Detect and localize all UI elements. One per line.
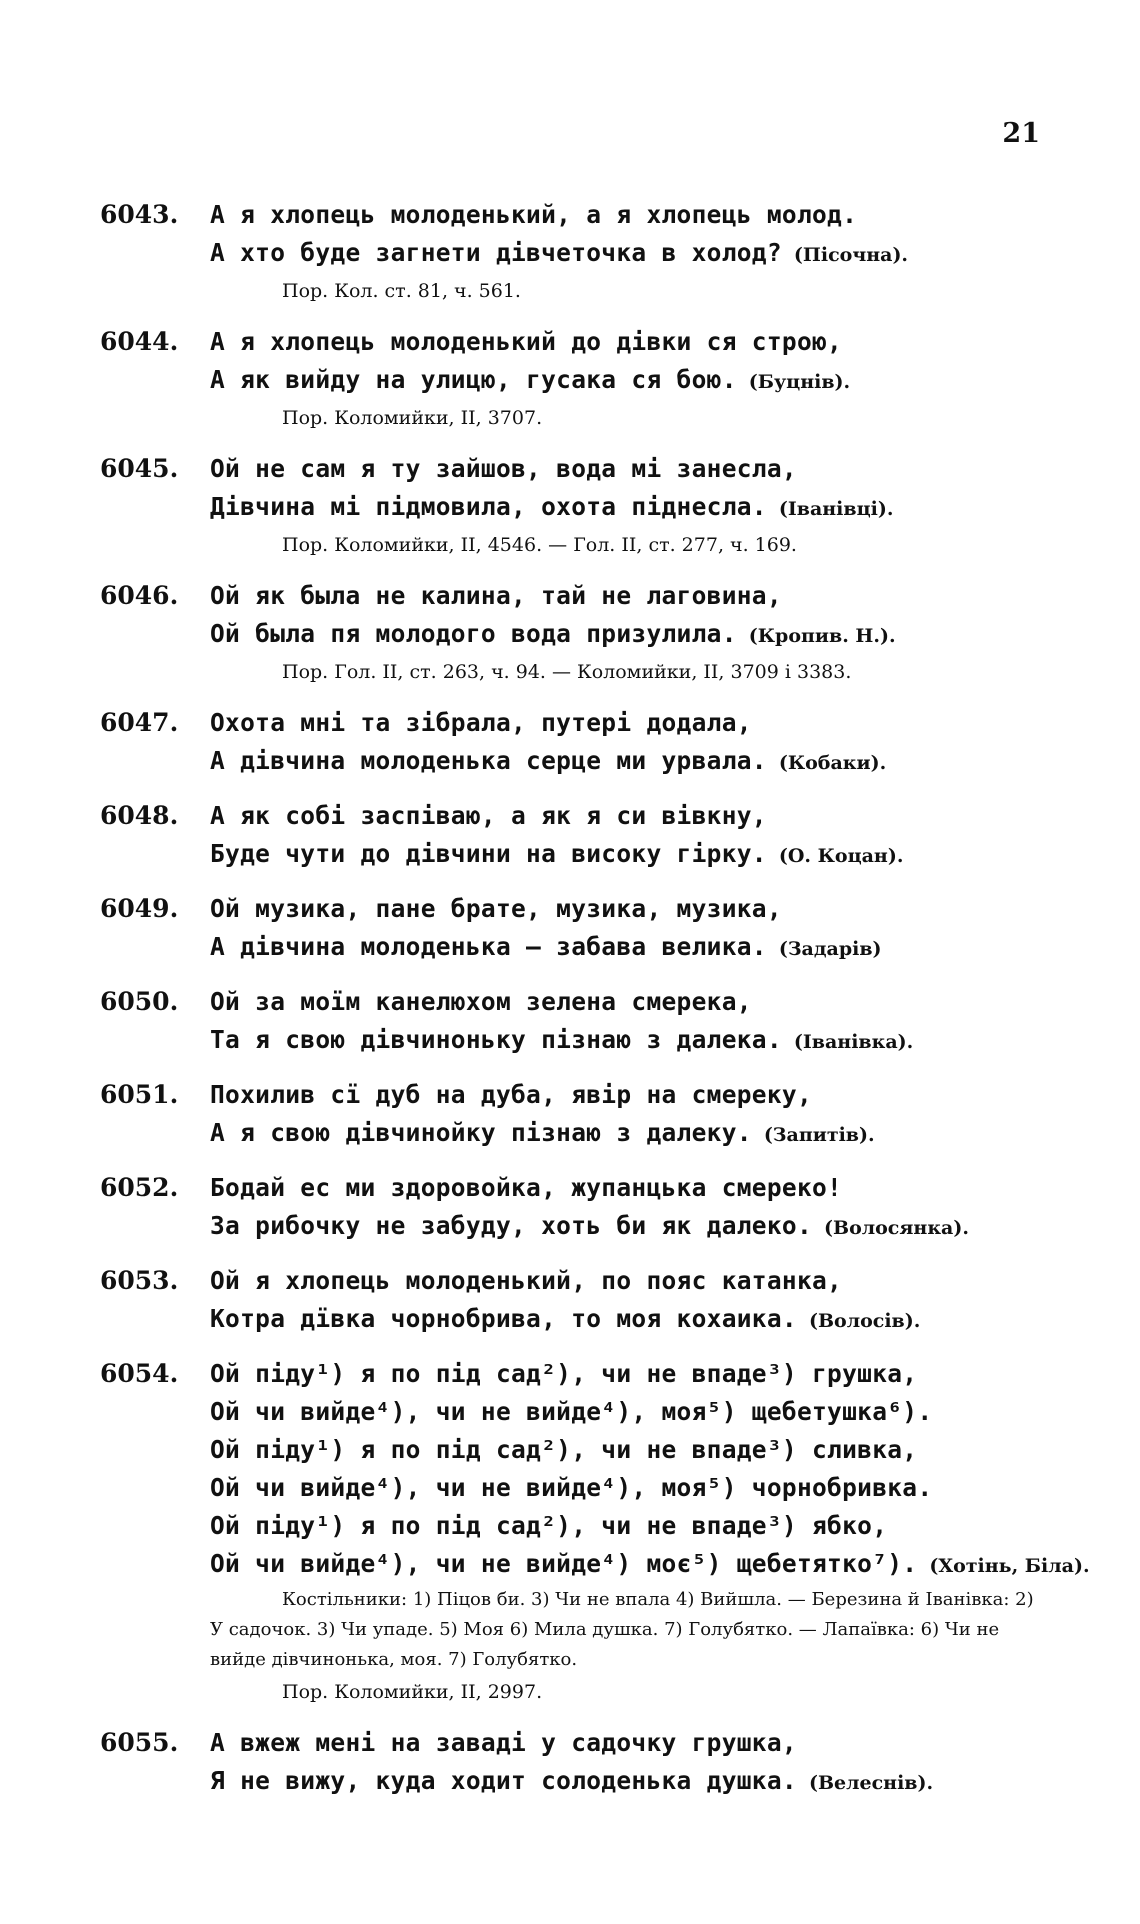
entry-6050 bbox=[100, 983, 1060, 1061]
location: (О. Коцан). bbox=[778, 845, 904, 867]
verse-line: Ой чи вийде⁴), чи не вийде⁴), моя⁵) чорнобривка. bbox=[210, 1473, 933, 1502]
reference: Пор. Коломийки, II, 4546. — Гол. II, ст. 277, ч. 169. bbox=[282, 534, 797, 556]
verse-line-last: А дівчина молоденька серце ми урвала. (Кобаки). bbox=[210, 746, 887, 775]
entry-6044 bbox=[100, 323, 1060, 435]
verse-line-last: Ой чи вийде⁴), чи не вийде⁴) моє⁵) щебетятко⁷). (Хотінь, Біла). bbox=[210, 1549, 1090, 1578]
entry-6043 bbox=[100, 196, 1060, 308]
location: (Волосянка). bbox=[824, 1217, 969, 1239]
verse-line: Ой не сам я ту зайшов, вода мі занесла, bbox=[210, 454, 797, 483]
location: (Запитів). bbox=[763, 1124, 875, 1146]
verse-line: Ой піду¹) я по під сад²), чи не впаде³) грушка, bbox=[210, 1359, 918, 1388]
entry-6049 bbox=[100, 890, 1060, 968]
entry-6053 bbox=[100, 1262, 1060, 1340]
verse-lines bbox=[210, 983, 1060, 1061]
entry-6046 bbox=[100, 577, 1060, 689]
verse-line: Ой чи вийде⁴), чи не вийде⁴), моя⁵) щебетушка⁶). bbox=[210, 1397, 933, 1426]
location: (Кропив. Н.). bbox=[748, 625, 896, 647]
verse-lines bbox=[210, 323, 1060, 435]
verse-line: А я хлопець молоденький, а я хлопець молод. bbox=[210, 200, 858, 229]
variants-note: Костільники: 1) Піцов би. 3) Чи не впала 4) Вийшла. — Березина й Іванівка: 2) У садочок. 3) Чи упаде. 5) Моя 6) Мила душка. 7) Голубятко. — Лапаївка: 6) Чи не вийде дівчинонька, моя. 7) Голубятко. bbox=[210, 1589, 1034, 1670]
entry-number: 6047. bbox=[100, 708, 179, 737]
verse-line-last: А як вийду на улицю, гусака ся бою. (Буцнів). bbox=[210, 365, 851, 394]
reference: Пор. Гол. II, ст. 263, ч. 94. — Коломийки, II, 3709 і 3383. bbox=[282, 661, 852, 683]
page-number: 21 bbox=[1002, 118, 1040, 149]
location: (Іванівці). bbox=[778, 498, 894, 520]
entry-number: 6048. bbox=[100, 801, 179, 830]
verse-line-last: Дівчина мі підмовила, охота піднесла. (Іванівці). bbox=[210, 492, 894, 521]
verse-line-last: Та я свою дівчиноньку пізнаю з далека. (Іванівка). bbox=[210, 1025, 914, 1054]
verse-lines bbox=[210, 1169, 1060, 1247]
verse-line: Бодай ес ми здоровойка, жупанцька смереко! bbox=[210, 1173, 843, 1202]
entry-6047 bbox=[100, 704, 1060, 782]
location: (Задарів) bbox=[778, 938, 882, 960]
verse-lines bbox=[210, 890, 1060, 968]
verse-line-last: Котра дївка чорнобрива, то моя кохаика. (Волосів). bbox=[210, 1304, 921, 1333]
verse-line-last: За рибочку не забуду, хоть би як далеко. (Волосянка). bbox=[210, 1211, 969, 1240]
verse-line-last: А хто буде загнети дівчеточка в холод? (Пісочна). bbox=[210, 238, 909, 267]
entry-6048 bbox=[100, 797, 1060, 875]
verse-lines bbox=[210, 704, 1060, 782]
verse-line: Ой як была не калина, тай не лаговина, bbox=[210, 581, 782, 610]
verse-line: А вжеж мені на заваді у садочку грушка, bbox=[210, 1728, 797, 1757]
entry-6045 bbox=[100, 450, 1060, 562]
entry-6051 bbox=[100, 1076, 1060, 1154]
verse-line-last: А дівчина молоденька — забава велика. (Задарів) bbox=[210, 932, 882, 961]
entry-number: 6053. bbox=[100, 1266, 179, 1295]
entry-6055 bbox=[100, 1724, 1060, 1802]
reference: Пор. Кол. ст. 81, ч. 561. bbox=[282, 280, 521, 302]
verse-lines bbox=[210, 1262, 1060, 1340]
verse-line: Ой за моїм канелюхом зелена смерека, bbox=[210, 987, 752, 1016]
location: (Кобаки). bbox=[778, 752, 887, 774]
verse-lines bbox=[210, 450, 1060, 562]
entry-number: 6049. bbox=[100, 894, 179, 923]
entry-number: 6051. bbox=[100, 1080, 179, 1109]
entry-6052 bbox=[100, 1169, 1060, 1247]
entry-number: 6046. bbox=[100, 581, 179, 610]
location: (Іванівка). bbox=[793, 1031, 914, 1053]
verse-line: Ой піду¹) я по під сад²), чи не впаде³) сливка, bbox=[210, 1435, 918, 1464]
reference: Пор. Коломийки, II, 3707. bbox=[282, 407, 543, 429]
verse-lines bbox=[210, 1355, 1090, 1709]
verse-line-last: Буде чути до дівчини на високу гірку. (О. Коцан). bbox=[210, 839, 904, 868]
verse-lines bbox=[210, 196, 1060, 308]
verse-line: Ой піду¹) я по під сад²), чи не впаде³) ябко, bbox=[210, 1511, 888, 1540]
entries-list bbox=[100, 196, 1090, 1817]
verse-line: Ой музика, пане брате, музика, музика, bbox=[210, 894, 782, 923]
verse-line: Охота мні та зібрала, путері додала, bbox=[210, 708, 752, 737]
verse-line-last: Я не вижу, куда ходит солоденька душка. (Велеснів). bbox=[210, 1766, 934, 1795]
entry-number: 6050. bbox=[100, 987, 179, 1016]
verse-line-last: А я свою дівчинойку пізнаю з далеку. (Запитів). bbox=[210, 1118, 875, 1147]
verse-lines bbox=[210, 1076, 1060, 1154]
entry-6054 bbox=[100, 1355, 1090, 1709]
verse-lines bbox=[210, 577, 1060, 689]
entry-number: 6043. bbox=[100, 200, 179, 229]
verse-line: Ой я хлопець молоденький, по пояс катанка, bbox=[210, 1266, 843, 1295]
location: (Велеснів). bbox=[808, 1772, 934, 1794]
location: (Пісочна). bbox=[793, 244, 909, 266]
verse-line: А я хлопець молоденький до дівки ся строю, bbox=[210, 327, 843, 356]
reference: Пор. Коломийки, II, 2997. bbox=[282, 1681, 543, 1703]
location: (Буцнів). bbox=[748, 371, 851, 393]
location: (Хотінь, Біла). bbox=[929, 1555, 1090, 1577]
entry-number: 6045. bbox=[100, 454, 179, 483]
entry-number: 6055. bbox=[100, 1728, 179, 1757]
verse-line: Похилив сї дуб на дуба, явір на смереку, bbox=[210, 1080, 813, 1109]
entry-number: 6044. bbox=[100, 327, 179, 356]
entry-number: 6052. bbox=[100, 1173, 179, 1202]
verse-line: А як собі заспіваю, а як я си вівкну, bbox=[210, 801, 767, 830]
entry-number: 6054. bbox=[100, 1359, 179, 1388]
location: (Волосів). bbox=[808, 1310, 921, 1332]
verse-line-last: Ой была пя молодого вода призулила. (Кропив. Н.). bbox=[210, 619, 896, 648]
verse-lines bbox=[210, 797, 1060, 875]
verse-lines bbox=[210, 1724, 1060, 1802]
